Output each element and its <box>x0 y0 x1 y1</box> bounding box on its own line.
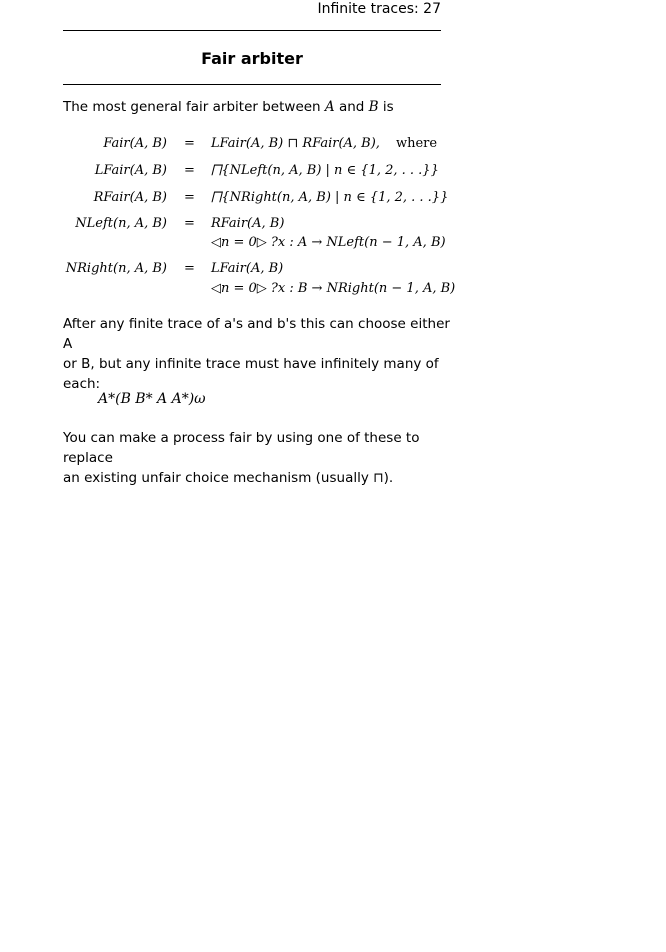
equation-rhs-text: LFair(A, B) ⊓ RFair(A, B), <box>211 136 380 151</box>
intro-var-a: A <box>324 99 335 115</box>
omega-formula: A*(B B* A A*)ω <box>98 391 206 407</box>
closing-paragraph <box>63 428 453 488</box>
equation-rhs-continued: ◁n = 0▷ ?x : A → NLeft(n − 1, A, B) <box>211 235 446 250</box>
equation-rhs <box>211 134 437 154</box>
bottom-rule <box>63 84 441 85</box>
running-head: Infinite traces: 27 <box>317 1 441 17</box>
equation-lhs: Fair(A, B) <box>103 136 167 151</box>
equation-lhs: NRight(n, A, B) <box>65 261 167 276</box>
trace-line-3: each: <box>63 376 101 392</box>
equation-rhs: ⨅{NRight(n, A, B) | n ∈ {1, 2, . . .}} <box>211 190 449 205</box>
equals-sign: = <box>184 261 195 276</box>
trace-line-2: or B, but any infinite trace must have infinitely many of <box>63 356 439 372</box>
closing-line-1: You can make a process fair by using one of these to replace <box>63 430 420 466</box>
equation-nleft-cont <box>0 233 666 253</box>
equation-nright-cont <box>0 279 666 299</box>
equation-lhs: NLeft(n, A, B) <box>75 216 167 231</box>
equation-nleft <box>0 214 666 234</box>
intro-var-b: B <box>368 99 379 115</box>
equation-rhs-continued: ◁n = 0▷ ?x : B → NRight(n − 1, A, B) <box>211 281 456 296</box>
intro-paragraph <box>63 97 453 117</box>
equation-nright <box>0 259 666 279</box>
trace-line-1: After any finite trace of a's and b's this can choose either A <box>63 316 450 352</box>
equation-lhs: LFair(A, B) <box>94 163 167 178</box>
equals-sign: = <box>184 136 195 151</box>
equation-rhs: RFair(A, B) <box>211 216 285 231</box>
equals-sign: = <box>184 190 195 205</box>
equation-rfair <box>0 188 666 208</box>
equation-rhs: LFair(A, B) <box>211 261 284 276</box>
equation-fair <box>0 134 666 154</box>
intro-text-after: is <box>378 99 394 115</box>
equation-lfair <box>0 161 666 181</box>
equals-sign: = <box>184 216 195 231</box>
where-label: where <box>395 136 438 151</box>
closing-line-2: an existing unfair choice mechanism (usually ⊓). <box>63 470 394 486</box>
equation-lhs: RFair(A, B) <box>93 190 167 205</box>
equals-sign: = <box>184 163 195 178</box>
intro-text-before: The most general fair arbiter between <box>63 99 325 115</box>
intro-text-and: and <box>334 99 369 115</box>
top-rule <box>63 30 441 31</box>
section-title: Fair arbiter <box>201 49 303 68</box>
equation-rhs: ⨅{NLeft(n, A, B) | n ∈ {1, 2, . . .}} <box>211 163 439 178</box>
trace-paragraph <box>63 314 453 394</box>
